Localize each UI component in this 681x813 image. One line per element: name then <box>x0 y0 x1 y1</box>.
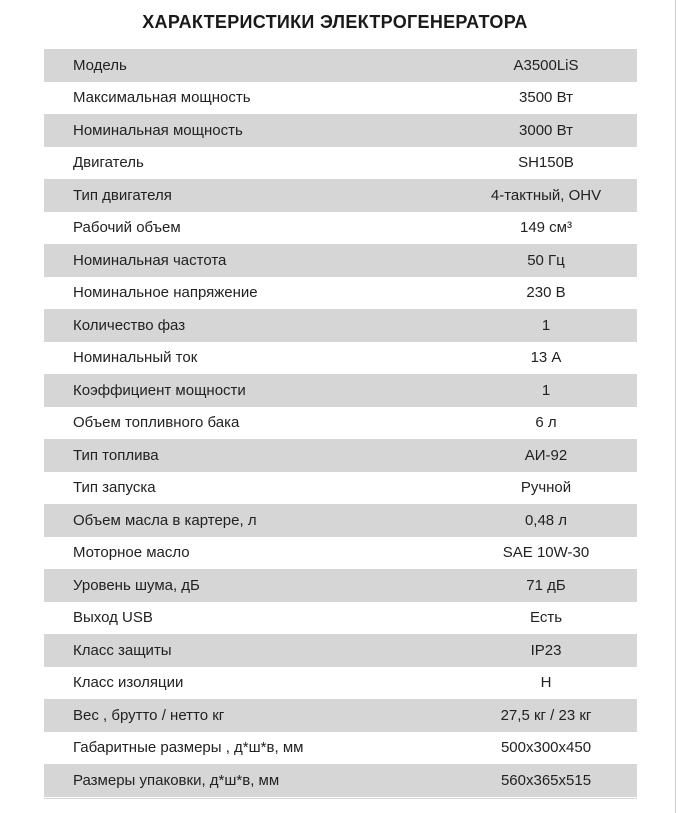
spec-value: Есть <box>529 609 563 627</box>
spec-label: Класс защиты <box>73 641 172 659</box>
spec-value: 230 В <box>526 284 566 302</box>
spec-row <box>44 764 637 797</box>
spec-label: Двигатель <box>73 154 144 172</box>
table-bottom-line <box>44 798 637 799</box>
spec-row <box>44 244 637 277</box>
page-title: ХАРАКТЕРИСТИКИ ЭЛЕКТРОГЕНЕРАТОРА <box>142 12 528 32</box>
spec-row <box>44 82 637 115</box>
spec-row <box>44 342 637 375</box>
spec-value: SH150B <box>518 154 574 172</box>
spec-row <box>44 374 637 407</box>
spec-row <box>44 667 637 700</box>
spec-label: Выход USB <box>73 609 153 627</box>
spec-value: 1 <box>541 316 551 334</box>
spec-label: Номинальное напряжение <box>73 284 258 302</box>
spec-value: 4-тактный, OHV <box>490 186 602 204</box>
spec-label: Номинальная частота <box>73 251 227 269</box>
spec-value: 50 Гц <box>527 251 565 269</box>
spec-value: АИ-92 <box>524 446 568 464</box>
spec-row <box>44 634 637 667</box>
spec-row <box>44 49 637 82</box>
spec-value: 13 А <box>530 349 562 367</box>
spec-label: Моторное масло <box>73 544 190 562</box>
spec-value: 500x300x450 <box>500 739 592 757</box>
spec-label: Размеры упаковки, д*ш*в, мм <box>73 771 280 789</box>
spec-value: 3000 Вт <box>519 121 573 139</box>
spec-row <box>44 699 637 732</box>
spec-label: Максимальная мощность <box>73 89 251 107</box>
spec-value: 6 л <box>535 414 557 432</box>
spec-label: Номинальная мощность <box>73 121 243 139</box>
spec-label: Уровень шума, дБ <box>73 576 200 594</box>
spec-label: Модель <box>73 56 127 74</box>
spec-label: Коэффициент мощности <box>73 381 246 399</box>
spec-row <box>44 147 637 180</box>
spec-value: 149 см³ <box>519 219 572 237</box>
spec-row <box>44 732 637 765</box>
spec-label: Рабочий объем <box>73 219 181 237</box>
spec-label: Объем масла в картере, л <box>73 511 257 529</box>
spec-row <box>44 569 637 602</box>
spec-value: 0,48 л <box>524 511 568 529</box>
spec-label: Количество фаз <box>73 316 186 334</box>
spec-row <box>44 504 637 537</box>
spec-label: Тип запуска <box>73 479 156 497</box>
spec-row <box>44 439 637 472</box>
spec-value: 71 дБ <box>526 576 566 594</box>
spec-row <box>44 602 637 635</box>
spec-label: Класс изоляции <box>73 674 184 692</box>
spec-value: A3500LiS <box>513 56 579 74</box>
spec-label: Вес , брутто / нетто кг <box>73 706 225 724</box>
spec-label: Тип топлива <box>73 446 159 464</box>
spec-row <box>44 407 637 440</box>
spec-row <box>44 309 637 342</box>
spec-label: Номинальный ток <box>73 349 198 367</box>
spec-row <box>44 472 637 505</box>
spec-row <box>44 179 637 212</box>
spec-row <box>44 277 637 310</box>
page-edge-line <box>675 0 676 813</box>
spec-label: Тип двигателя <box>73 186 172 204</box>
spec-value: Ручной <box>520 479 572 497</box>
spec-label: Объем топливного бака <box>73 414 240 432</box>
spec-table <box>44 49 637 797</box>
spec-row <box>44 212 637 245</box>
spec-value: IP23 <box>530 641 562 659</box>
spec-row <box>44 114 637 147</box>
spec-value: H <box>540 674 552 692</box>
spec-value: 560x365x515 <box>500 771 592 789</box>
spec-value: 3500 Вт <box>519 89 573 107</box>
spec-value: 27,5 кг / 23 кг <box>500 706 592 724</box>
spec-label: Габаритные размеры , д*ш*в, мм <box>73 739 304 757</box>
spec-value: SAE 10W-30 <box>502 544 590 562</box>
spec-row <box>44 537 637 570</box>
spec-value: 1 <box>541 381 551 399</box>
